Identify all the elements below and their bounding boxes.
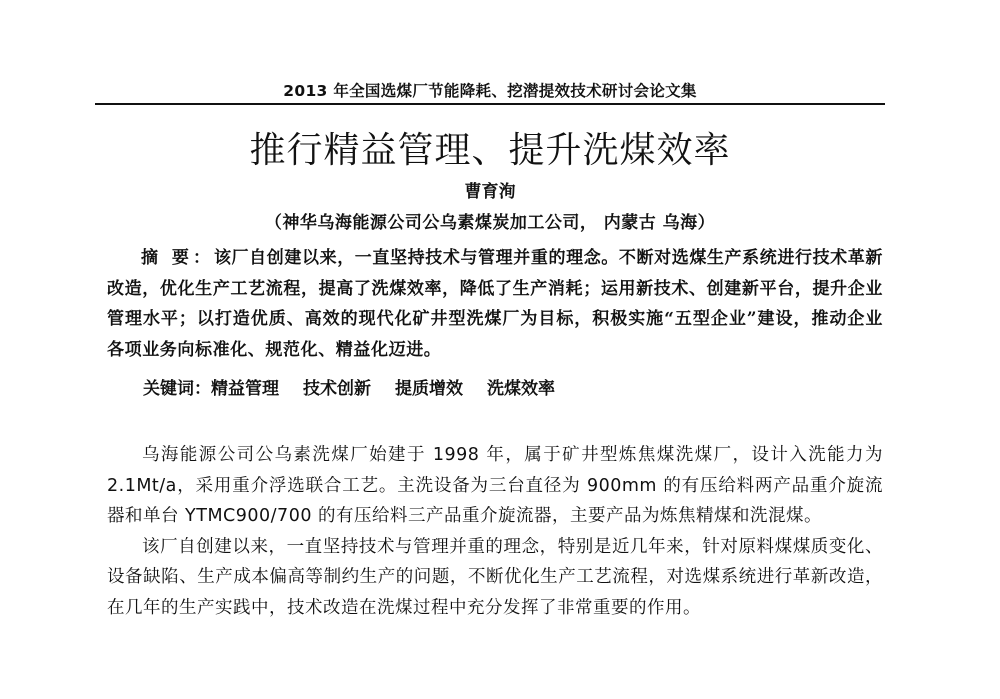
body-text	[107, 440, 883, 623]
running-header: 2013 年全国选煤厂节能降耗、挖潜提效技术研讨会论文集	[283, 82, 697, 100]
keyword-item: 洗煤效率	[487, 379, 555, 399]
keyword-item: 技术创新	[303, 379, 371, 399]
abstract-text: 该厂自创建以来，一直坚持技术与管理并重的理念。不断对选煤生产系统进行技术革新改造，优化生产工艺流程，提高了洗煤效率，降低了生产消耗；运用新技术、创建新平台，提升企业管理水平；以打造优质、高效的现代化矿井型洗煤厂为目标，积极实施“五型企业”建设，推动企业各项业务向标准化、规范化、精益化迈进。	[107, 248, 883, 360]
keywords	[143, 375, 883, 403]
header-rule	[95, 103, 885, 105]
abstract	[107, 243, 883, 365]
author-affiliation: （神华乌海能源公司公乌素煤炭加工公司， 内蒙古 乌海）	[264, 213, 716, 233]
keyword-item: 精益管理	[211, 379, 279, 399]
abstract-label: 摘 要：	[141, 248, 214, 268]
keyword-item: 提质增效	[395, 379, 463, 399]
body-paragraph: 该厂自创建以来，一直坚持技术与管理并重的理念，特别是近几年来，针对原料煤煤质变化、设备缺陷、生产成本偏高等制约生产的问题，不断优化生产工艺流程，对选煤系统进行革新改造，在几年的生产实践中，技术改造在洗煤过程中充分发挥了非常重要的作用。	[107, 536, 883, 618]
keywords-label: 关键词：	[143, 379, 211, 399]
body-paragraph: 乌海能源公司公乌素洗煤厂始建于 1998 年，属于矿井型炼焦煤洗煤厂，设计入洗能力为 2.1Mt/a，采用重介浮选联合工艺。主洗设备为三台直径为 900mm 的有压给料两产品重介旋流器和单台 YTMC900/700 的有压给料三产品重介旋流器，主要产品为炼焦精煤和洗混煤。	[107, 445, 883, 526]
paper-title: 推行精益管理、提升洗煤效率	[249, 130, 731, 171]
author-name: 曹育洵	[464, 182, 516, 202]
